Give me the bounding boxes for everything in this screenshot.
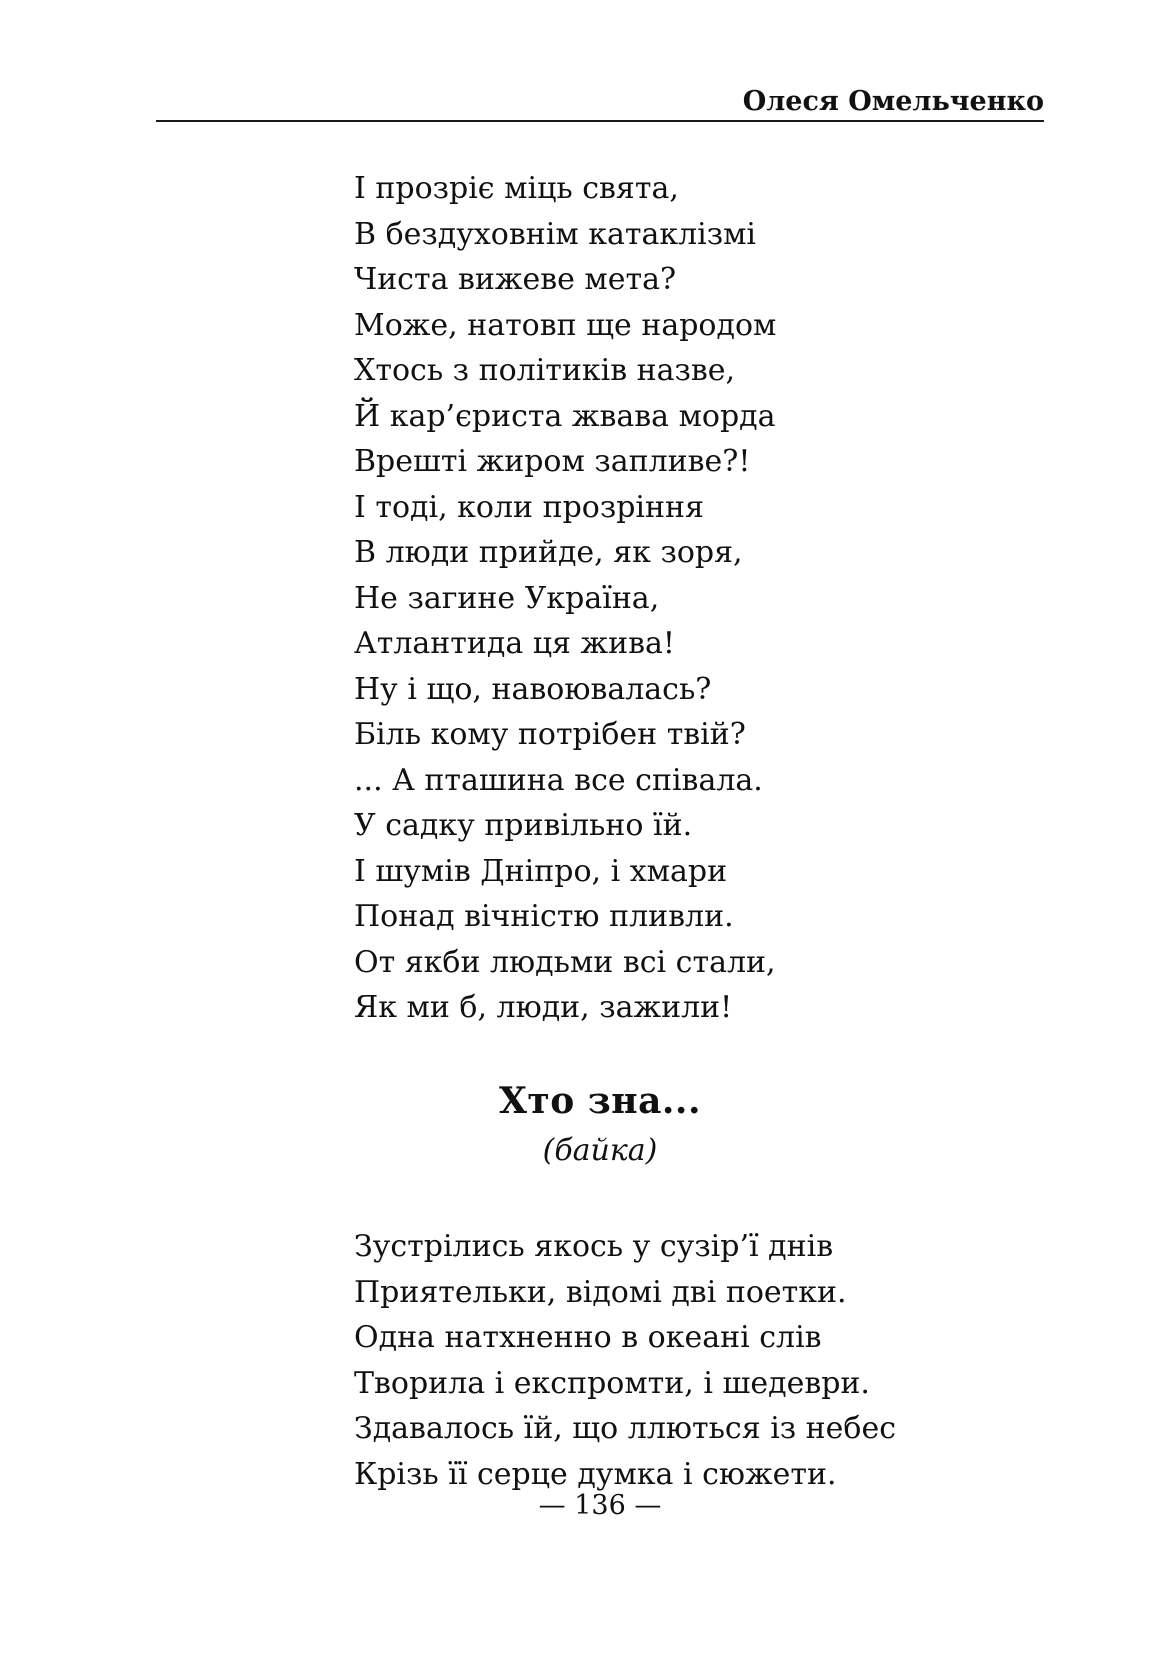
poem-line: Чиста вижеве мета? [354, 262, 677, 297]
poem-line: Хтось з політиків назве, [354, 353, 736, 388]
poem-line: Й кар’єриста жвава морда [354, 398, 776, 434]
poem-line: Творила і експромти, і шедеври. [354, 1365, 870, 1401]
poem-line: В люди прийде, як зоря, [354, 535, 743, 570]
poem-line: Здавалось їй, що ллються із небес [354, 1411, 897, 1446]
poem-subtitle: (байка) [542, 1133, 658, 1168]
poem-new [354, 1224, 994, 1497]
header-author: Олеся Омельченко [742, 86, 1044, 117]
poem-line: Врешті жиром запливе?! [354, 444, 751, 479]
poem-line: В бездуховнім катаклізмі [354, 216, 757, 252]
poem-line: І шумів Дніпро, і хмари [354, 853, 728, 889]
poem-line: От якби людьми всі стали, [354, 944, 776, 980]
poem-line: Зустрілись якось у сузір’ї днів [354, 1229, 834, 1264]
poem-line: Ну і що, навоювалась? [354, 671, 712, 707]
poem-line: Як ми б, люди, зажили! [354, 990, 733, 1025]
page-number: — 136 — [538, 1490, 662, 1521]
poem-line: Одна натхненно в океані слів [354, 1320, 822, 1355]
poem-line: Атлантида ця жива! [354, 626, 675, 661]
poem-line: Приятельки, відомі дві поетки. [354, 1274, 847, 1310]
poem-line: Біль кому потрібен твій? [354, 717, 746, 752]
poem-line: У садку привільно їй. [354, 808, 693, 843]
poem-continuation [354, 166, 994, 1031]
poem-line: І прозріє міць свята, [354, 171, 679, 206]
poem-line: Понад вічністю пливли. [354, 899, 734, 934]
poem-line: Крізь її серце думка і сюжети. [354, 1456, 837, 1492]
poem-line: Може, натовп ще народом [354, 307, 777, 343]
poem-line: Не загине Україна, [354, 580, 660, 616]
running-header [156, 82, 1044, 122]
poem-title: Хто зна... [498, 1080, 702, 1122]
poem-line: І тоді, коли прозріння [354, 489, 704, 525]
poem-line: ... А пташина все співала. [354, 762, 763, 798]
